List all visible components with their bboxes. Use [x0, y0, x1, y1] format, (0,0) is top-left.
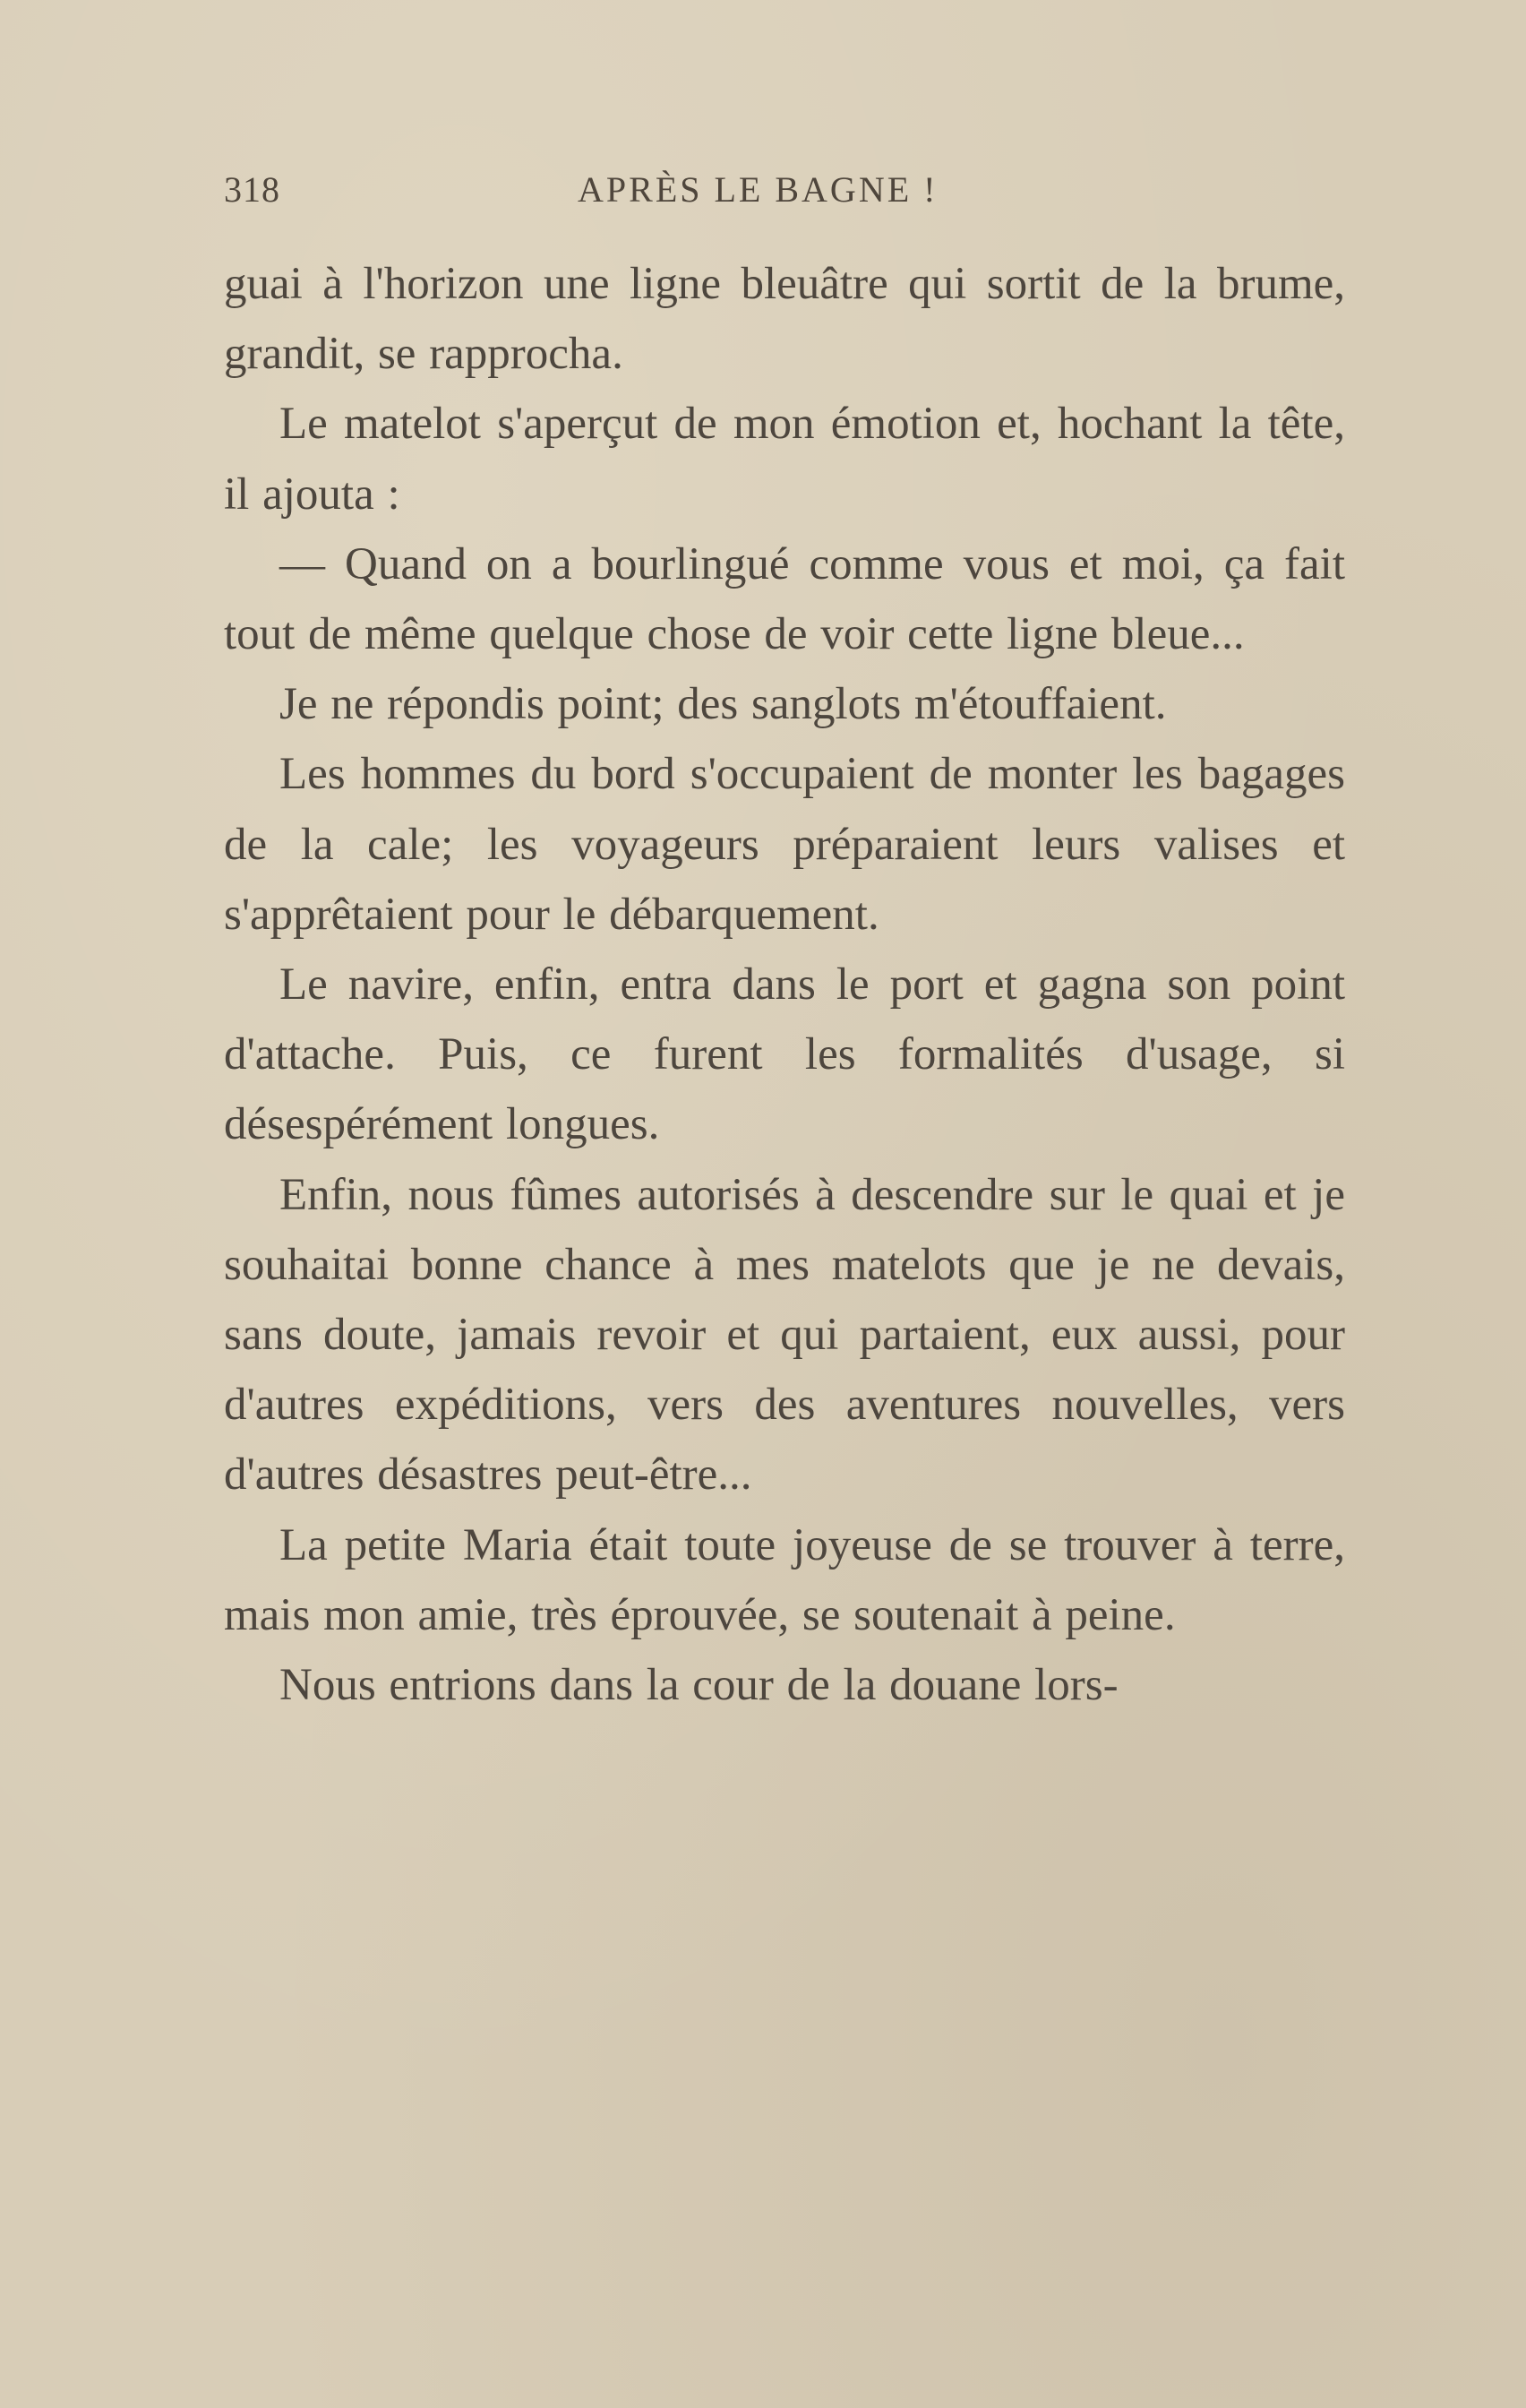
paragraph: Je ne répondis point; des sanglots m'étouffaient.: [279, 679, 1167, 730]
paragraph: Le matelot s'aperçut de mon émotion et, hochant la tête, il ajouta :: [224, 399, 1345, 520]
page-header: [224, 168, 1345, 219]
running-title: APRÈS LE BAGNE !: [578, 169, 939, 210]
paragraph: Les hommes du bord s'occupaient de monter les bagages de la cale; les voyageurs préparaient leurs valises et s'apprêtaient pour le débarquement.: [224, 749, 1345, 940]
paragraph-continuation: guai à l'horizon une ligne bleuâtre qui sortit de la brume, grandit, se rapprocha.: [224, 259, 1345, 380]
page-number: 318: [224, 169, 280, 210]
paragraph: La petite Maria était toute joyeuse de se trouver à terre, mais mon amie, très éprouvée, se soutenait à peine.: [224, 1519, 1345, 1640]
paragraph: Enfin, nous fûmes autorisés à descendre sur le quai et je souhaitai bonne chance à mes matelots que je ne devais, sans doute, jamais revoir et qui partaient, eux aussi, pour d'autres expéditions, vers des aventures nouvelles, vers d'autres désastres peut-être...: [224, 1169, 1345, 1501]
body-text: [224, 249, 1345, 1720]
paragraph: Le navire, enfin, entra dans le port et gagna son point d'attache. Puis, ce furent les formalités d'usage, si désespérément longues.: [224, 959, 1345, 1150]
paragraph-dialogue: — Quand on a bourlingué comme vous et moi, ça fait tout de même quelque chose de voir cette ligne bleue...: [224, 538, 1345, 660]
paragraph: Nous entrions dans la cour de la douane lors-: [279, 1660, 1119, 1711]
